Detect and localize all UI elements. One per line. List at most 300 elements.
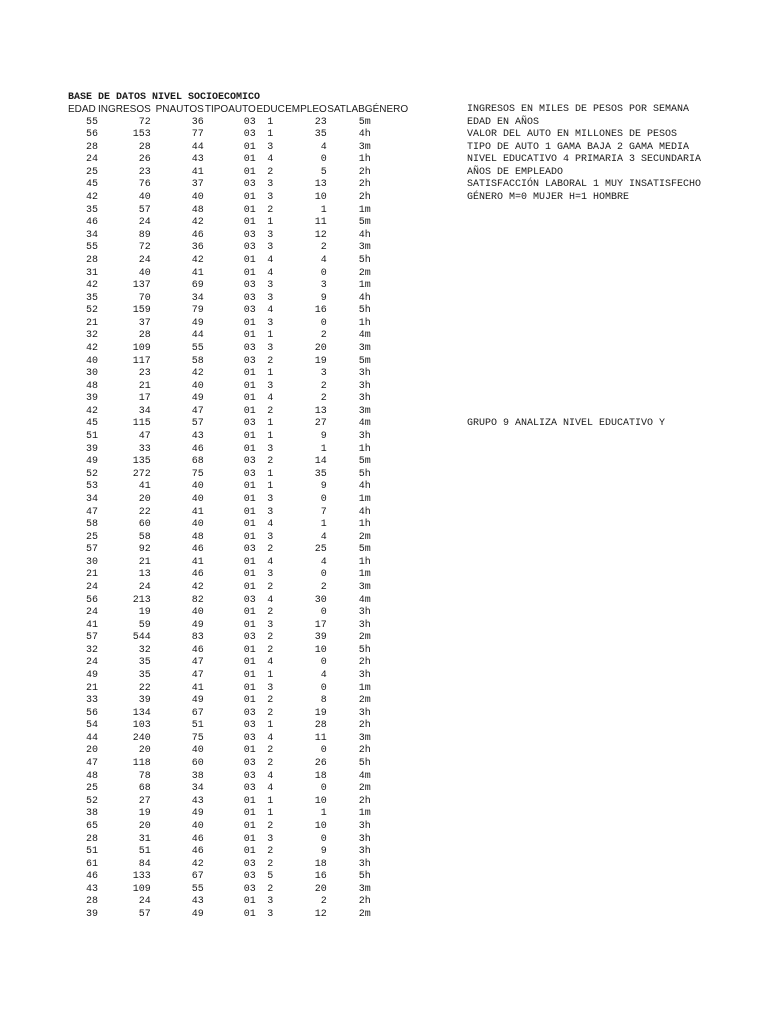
cell-edad[interactable]: 24	[85, 581, 98, 593]
cell-empleo[interactable]: 3	[320, 280, 327, 292]
cell-edad[interactable]: 47	[85, 506, 98, 518]
cell-edad[interactable]: 21	[85, 682, 98, 694]
cell-ingresos[interactable]: 133	[132, 871, 151, 883]
cell-ingresos[interactable]: 31	[138, 833, 151, 845]
cell-edad[interactable]: 55	[85, 116, 98, 128]
cell-satlab[interactable]: 3	[358, 732, 365, 744]
header-genero[interactable]: GÉNERO	[364, 104, 409, 115]
cell-educ[interactable]: 3	[267, 833, 274, 845]
cell-ingresos[interactable]: 135	[132, 456, 151, 468]
cell-edad[interactable]: 51	[85, 431, 98, 443]
cell-empleo[interactable]: 14	[314, 456, 327, 468]
cell-ingresos[interactable]: 24	[138, 254, 151, 266]
cell-satlab[interactable]: 2	[358, 179, 365, 191]
cell-ingresos[interactable]: 41	[138, 481, 151, 493]
cell-tipoauto[interactable]: 03	[243, 292, 256, 304]
cell-educ[interactable]: 2	[267, 695, 274, 707]
cell-satlab[interactable]: 3	[358, 405, 365, 417]
cell-tipoauto[interactable]: 01	[243, 481, 256, 493]
cell-genero[interactable]: h	[364, 846, 371, 858]
cell-genero[interactable]: m	[364, 493, 371, 505]
cell-satlab[interactable]: 2	[358, 657, 365, 669]
cell-educ[interactable]: 3	[267, 909, 274, 920]
cell-educ[interactable]: 3	[267, 619, 274, 631]
cell-edad[interactable]: 52	[85, 305, 98, 317]
cell-satlab[interactable]: 2	[358, 745, 365, 757]
cell-tipoauto[interactable]: 01	[243, 431, 256, 443]
cell-edad[interactable]: 53	[85, 481, 98, 493]
cell-genero[interactable]: h	[364, 317, 371, 329]
cell-tipoauto[interactable]: 01	[243, 166, 256, 178]
cell-genero[interactable]: m	[364, 783, 371, 795]
cell-ingresos[interactable]: 23	[138, 368, 151, 380]
cell-genero[interactable]: m	[364, 569, 371, 581]
cell-pnautos[interactable]: 40	[191, 481, 204, 493]
cell-satlab[interactable]: 5	[358, 355, 365, 367]
cell-genero[interactable]: m	[364, 330, 371, 342]
cell-satlab[interactable]: 5	[358, 456, 365, 468]
cell-pnautos[interactable]: 36	[191, 242, 204, 254]
cell-tipoauto[interactable]: 01	[243, 795, 256, 807]
cell-genero[interactable]: h	[364, 305, 371, 317]
cell-satlab[interactable]: 3	[358, 393, 365, 405]
cell-tipoauto[interactable]: 01	[243, 519, 256, 531]
note-satisfaccion[interactable]: SATISFACCIÓN LABORAL 1 MUY INSATISFECHO	[467, 179, 702, 191]
cell-ingresos[interactable]: 39	[138, 695, 151, 707]
group-note[interactable]: GRUPO 9 ANALIZA NIVEL EDUCATIVO Y	[467, 418, 666, 429]
cell-pnautos[interactable]: 46	[191, 544, 204, 556]
cell-pnautos[interactable]: 41	[191, 556, 204, 568]
cell-satlab[interactable]: 1	[358, 204, 365, 216]
cell-ingresos[interactable]: 33	[138, 443, 151, 455]
cell-tipoauto[interactable]: 01	[243, 493, 256, 505]
cell-genero[interactable]: h	[364, 506, 371, 518]
cell-tipoauto[interactable]: 01	[243, 670, 256, 682]
cell-pnautos[interactable]: 42	[191, 368, 204, 380]
cell-edad[interactable]: 40	[85, 355, 98, 367]
cell-edad[interactable]: 25	[85, 531, 98, 543]
cell-pnautos[interactable]: 42	[191, 581, 204, 593]
cell-ingresos[interactable]: 21	[138, 556, 151, 568]
cell-edad[interactable]: 56	[85, 129, 98, 141]
cell-educ[interactable]: 3	[267, 280, 274, 292]
cell-pnautos[interactable]: 40	[191, 380, 204, 392]
cell-empleo[interactable]: 18	[314, 770, 327, 782]
cell-tipoauto[interactable]: 01	[243, 607, 256, 619]
cell-edad[interactable]: 43	[85, 883, 98, 895]
cell-empleo[interactable]: 16	[314, 305, 327, 317]
cell-tipoauto[interactable]: 01	[243, 909, 256, 920]
cell-ingresos[interactable]: 89	[138, 229, 151, 241]
cell-empleo[interactable]: 9	[320, 481, 327, 493]
cell-satlab[interactable]: 5	[358, 644, 365, 656]
cell-ingresos[interactable]: 84	[138, 858, 151, 870]
cell-satlab[interactable]: 2	[358, 909, 365, 920]
cell-ingresos[interactable]: 27	[138, 795, 151, 807]
cell-edad[interactable]: 57	[85, 632, 98, 644]
cell-tipoauto[interactable]: 01	[243, 531, 256, 543]
cell-educ[interactable]: 3	[267, 242, 274, 254]
cell-pnautos[interactable]: 49	[191, 695, 204, 707]
cell-empleo[interactable]: 13	[314, 179, 327, 191]
cell-educ[interactable]: 2	[267, 846, 274, 858]
cell-empleo[interactable]: 26	[314, 758, 327, 770]
cell-pnautos[interactable]: 38	[191, 770, 204, 782]
cell-educ[interactable]: 1	[267, 795, 274, 807]
cell-satlab[interactable]: 1	[358, 493, 365, 505]
cell-genero[interactable]: h	[364, 670, 371, 682]
cell-ingresos[interactable]: 57	[138, 909, 151, 920]
cell-empleo[interactable]: 2	[320, 242, 327, 254]
cell-genero[interactable]: m	[364, 204, 371, 216]
cell-pnautos[interactable]: 49	[191, 317, 204, 329]
cell-tipoauto[interactable]: 01	[243, 556, 256, 568]
cell-edad[interactable]: 25	[85, 783, 98, 795]
cell-tipoauto[interactable]: 03	[243, 594, 256, 606]
cell-ingresos[interactable]: 92	[138, 544, 151, 556]
cell-educ[interactable]: 2	[267, 820, 274, 832]
cell-satlab[interactable]: 1	[358, 280, 365, 292]
cell-tipoauto[interactable]: 01	[243, 317, 256, 329]
cell-pnautos[interactable]: 41	[191, 267, 204, 279]
cell-ingresos[interactable]: 19	[138, 808, 151, 820]
cell-pnautos[interactable]: 47	[191, 670, 204, 682]
cell-pnautos[interactable]: 47	[191, 657, 204, 669]
cell-satlab[interactable]: 3	[358, 380, 365, 392]
cell-satlab[interactable]: 3	[358, 619, 365, 631]
cell-satlab[interactable]: 3	[358, 833, 365, 845]
header-tipoauto[interactable]: TIPOAUTO	[204, 104, 256, 115]
cell-satlab[interactable]: 3	[358, 368, 365, 380]
cell-ingresos[interactable]: 40	[138, 267, 151, 279]
cell-pnautos[interactable]: 34	[191, 292, 204, 304]
cell-satlab[interactable]: 3	[358, 607, 365, 619]
cell-empleo[interactable]: 0	[320, 154, 327, 166]
cell-educ[interactable]: 4	[267, 154, 274, 166]
cell-satlab[interactable]: 4	[358, 770, 365, 782]
header-ingresos[interactable]: INGRESOS	[98, 104, 151, 115]
cell-educ[interactable]: 4	[267, 556, 274, 568]
cell-genero[interactable]: h	[364, 758, 371, 770]
cell-empleo[interactable]: 2	[320, 581, 327, 593]
cell-educ[interactable]: 3	[267, 493, 274, 505]
cell-tipoauto[interactable]: 01	[243, 619, 256, 631]
cell-empleo[interactable]: 0	[320, 267, 327, 279]
cell-ingresos[interactable]: 60	[138, 519, 151, 531]
header-empleo[interactable]: EMPLEO	[285, 104, 327, 115]
cell-educ[interactable]: 2	[267, 405, 274, 417]
cell-genero[interactable]: m	[364, 342, 371, 354]
cell-tipoauto[interactable]: 01	[243, 405, 256, 417]
cell-educ[interactable]: 2	[267, 204, 274, 216]
cell-ingresos[interactable]: 68	[138, 783, 151, 795]
cell-pnautos[interactable]: 58	[191, 355, 204, 367]
cell-satlab[interactable]: 3	[358, 846, 365, 858]
cell-genero[interactable]: h	[364, 896, 371, 908]
cell-empleo[interactable]: 28	[314, 720, 327, 732]
cell-satlab[interactable]: 3	[358, 858, 365, 870]
cell-genero[interactable]: m	[364, 594, 371, 606]
cell-tipoauto[interactable]: 03	[243, 720, 256, 732]
cell-educ[interactable]: 1	[267, 368, 274, 380]
cell-genero[interactable]: h	[364, 720, 371, 732]
cell-edad[interactable]: 21	[85, 317, 98, 329]
note-edad[interactable]: EDAD EN AÑOS	[467, 116, 540, 128]
cell-tipoauto[interactable]: 01	[243, 896, 256, 908]
cell-educ[interactable]: 4	[267, 519, 274, 531]
cell-edad[interactable]: 33	[85, 695, 98, 707]
cell-empleo[interactable]: 30	[314, 594, 327, 606]
cell-satlab[interactable]: 4	[358, 330, 365, 342]
cell-educ[interactable]: 3	[267, 342, 274, 354]
cell-empleo[interactable]: 19	[314, 707, 327, 719]
cell-genero[interactable]: h	[364, 619, 371, 631]
cell-educ[interactable]: 3	[267, 569, 274, 581]
cell-edad[interactable]: 32	[85, 644, 98, 656]
cell-tipoauto[interactable]: 01	[243, 217, 256, 229]
cell-ingresos[interactable]: 240	[132, 732, 151, 744]
cell-edad[interactable]: 28	[85, 254, 98, 266]
cell-pnautos[interactable]: 75	[191, 468, 204, 480]
cell-genero[interactable]: m	[364, 418, 371, 430]
cell-tipoauto[interactable]: 01	[243, 569, 256, 581]
cell-genero[interactable]: h	[364, 657, 371, 669]
cell-satlab[interactable]: 3	[358, 883, 365, 895]
cell-educ[interactable]: 1	[267, 129, 274, 141]
cell-edad[interactable]: 49	[85, 456, 98, 468]
cell-genero[interactable]: h	[364, 431, 371, 443]
cell-edad[interactable]: 42	[85, 405, 98, 417]
cell-edad[interactable]: 65	[85, 820, 98, 832]
cell-educ[interactable]: 4	[267, 267, 274, 279]
cell-educ[interactable]: 1	[267, 217, 274, 229]
note-nivel-educativo[interactable]: NIVEL EDUCATIVO 4 PRIMARIA 3 SECUNDARIA	[467, 154, 702, 166]
cell-tipoauto[interactable]: 01	[243, 833, 256, 845]
header-educ[interactable]: EDUC	[256, 104, 285, 115]
cell-edad[interactable]: 30	[85, 556, 98, 568]
cell-educ[interactable]: 3	[267, 179, 274, 191]
cell-ingresos[interactable]: 72	[138, 242, 151, 254]
cell-empleo[interactable]: 20	[314, 883, 327, 895]
cell-tipoauto[interactable]: 01	[243, 820, 256, 832]
cell-educ[interactable]: 1	[267, 431, 274, 443]
cell-pnautos[interactable]: 49	[191, 393, 204, 405]
cell-satlab[interactable]: 3	[358, 820, 365, 832]
cell-empleo[interactable]: 11	[314, 732, 327, 744]
cell-satlab[interactable]: 3	[358, 431, 365, 443]
cell-satlab[interactable]: 4	[358, 594, 365, 606]
cell-pnautos[interactable]: 75	[191, 732, 204, 744]
cell-genero[interactable]: m	[364, 682, 371, 694]
cell-genero[interactable]: h	[364, 229, 371, 241]
cell-ingresos[interactable]: 109	[132, 883, 151, 895]
cell-empleo[interactable]: 3	[320, 368, 327, 380]
cell-edad[interactable]: 46	[85, 217, 98, 229]
header-satlab[interactable]: SATLAB	[327, 104, 365, 115]
cell-pnautos[interactable]: 40	[191, 493, 204, 505]
cell-tipoauto[interactable]: 03	[243, 544, 256, 556]
cell-empleo[interactable]: 2	[320, 393, 327, 405]
cell-genero[interactable]: m	[364, 242, 371, 254]
cell-pnautos[interactable]: 43	[191, 431, 204, 443]
cell-edad[interactable]: 51	[85, 846, 98, 858]
cell-edad[interactable]: 30	[85, 368, 98, 380]
cell-ingresos[interactable]: 24	[138, 217, 151, 229]
cell-empleo[interactable]: 10	[314, 820, 327, 832]
cell-pnautos[interactable]: 49	[191, 619, 204, 631]
cell-genero[interactable]: h	[364, 166, 371, 178]
cell-empleo[interactable]: 5	[320, 166, 327, 178]
cell-pnautos[interactable]: 34	[191, 783, 204, 795]
note-empleo[interactable]: AÑOS DE EMPLEADO	[467, 166, 564, 178]
cell-satlab[interactable]: 5	[358, 217, 365, 229]
cell-educ[interactable]: 2	[267, 644, 274, 656]
cell-pnautos[interactable]: 42	[191, 858, 204, 870]
cell-tipoauto[interactable]: 01	[243, 141, 256, 153]
cell-educ[interactable]: 1	[267, 481, 274, 493]
cell-satlab[interactable]: 5	[358, 871, 365, 883]
cell-satlab[interactable]: 1	[358, 443, 365, 455]
cell-educ[interactable]: 1	[267, 670, 274, 682]
cell-edad[interactable]: 52	[85, 795, 98, 807]
cell-empleo[interactable]: 12	[314, 909, 327, 920]
cell-edad[interactable]: 42	[85, 280, 98, 292]
cell-edad[interactable]: 56	[85, 594, 98, 606]
cell-tipoauto[interactable]: 01	[243, 154, 256, 166]
cell-tipoauto[interactable]: 03	[243, 355, 256, 367]
header-edad[interactable]: EDAD	[68, 104, 96, 115]
cell-satlab[interactable]: 4	[358, 418, 365, 430]
cell-educ[interactable]: 3	[267, 192, 274, 204]
cell-ingresos[interactable]: 137	[132, 280, 151, 292]
cell-edad[interactable]: 52	[85, 468, 98, 480]
cell-ingresos[interactable]: 34	[138, 405, 151, 417]
cell-tipoauto[interactable]: 03	[243, 129, 256, 141]
cell-educ[interactable]: 3	[267, 380, 274, 392]
cell-tipoauto[interactable]: 03	[243, 770, 256, 782]
cell-genero[interactable]: m	[364, 909, 371, 920]
cell-genero[interactable]: m	[364, 280, 371, 292]
cell-empleo[interactable]: 7	[320, 506, 327, 518]
cell-empleo[interactable]: 13	[314, 405, 327, 417]
cell-edad[interactable]: 28	[85, 896, 98, 908]
cell-educ[interactable]: 4	[267, 732, 274, 744]
cell-ingresos[interactable]: 23	[138, 166, 151, 178]
cell-ingresos[interactable]: 26	[138, 154, 151, 166]
cell-empleo[interactable]: 18	[314, 858, 327, 870]
cell-genero[interactable]: m	[364, 456, 371, 468]
cell-edad[interactable]: 61	[85, 858, 98, 870]
cell-tipoauto[interactable]: 03	[243, 456, 256, 468]
cell-tipoauto[interactable]: 01	[243, 204, 256, 216]
cell-educ[interactable]: 2	[267, 166, 274, 178]
cell-genero[interactable]: h	[364, 607, 371, 619]
cell-empleo[interactable]: 20	[314, 342, 327, 354]
cell-genero[interactable]: h	[364, 745, 371, 757]
cell-satlab[interactable]: 5	[358, 254, 365, 266]
cell-edad[interactable]: 31	[85, 267, 98, 279]
cell-pnautos[interactable]: 67	[191, 707, 204, 719]
cell-genero[interactable]: m	[364, 808, 371, 820]
cell-pnautos[interactable]: 40	[191, 820, 204, 832]
cell-tipoauto[interactable]: 01	[243, 644, 256, 656]
cell-pnautos[interactable]: 55	[191, 883, 204, 895]
cell-satlab[interactable]: 5	[358, 544, 365, 556]
cell-genero[interactable]: m	[364, 883, 371, 895]
cell-empleo[interactable]: 0	[320, 317, 327, 329]
cell-empleo[interactable]: 0	[320, 783, 327, 795]
cell-satlab[interactable]: 2	[358, 695, 365, 707]
cell-satlab[interactable]: 2	[358, 632, 365, 644]
cell-edad[interactable]: 24	[85, 607, 98, 619]
cell-tipoauto[interactable]: 01	[243, 745, 256, 757]
cell-edad[interactable]: 49	[85, 670, 98, 682]
cell-edad[interactable]: 32	[85, 330, 98, 342]
cell-edad[interactable]: 39	[85, 909, 98, 920]
note-tipo-auto[interactable]: TIPO DE AUTO 1 GAMA BAJA 2 GAMA MEDIA	[467, 141, 690, 153]
cell-satlab[interactable]: 5	[358, 116, 365, 128]
cell-satlab[interactable]: 1	[358, 682, 365, 694]
cell-educ[interactable]: 4	[267, 594, 274, 606]
cell-ingresos[interactable]: 47	[138, 431, 151, 443]
cell-empleo[interactable]: 0	[320, 682, 327, 694]
cell-satlab[interactable]: 2	[358, 267, 365, 279]
cell-ingresos[interactable]: 24	[138, 581, 151, 593]
cell-edad[interactable]: 44	[85, 732, 98, 744]
cell-empleo[interactable]: 35	[314, 468, 327, 480]
cell-tipoauto[interactable]: 01	[243, 330, 256, 342]
cell-genero[interactable]: m	[364, 267, 371, 279]
cell-tipoauto[interactable]: 01	[243, 393, 256, 405]
cell-pnautos[interactable]: 48	[191, 204, 204, 216]
cell-genero[interactable]: h	[364, 292, 371, 304]
cell-edad[interactable]: 35	[85, 204, 98, 216]
cell-genero[interactable]: m	[364, 141, 371, 153]
cell-empleo[interactable]: 10	[314, 192, 327, 204]
cell-satlab[interactable]: 3	[358, 141, 365, 153]
cell-educ[interactable]: 2	[267, 858, 274, 870]
cell-genero[interactable]: h	[364, 368, 371, 380]
cell-empleo[interactable]: 1	[320, 204, 327, 216]
cell-pnautos[interactable]: 40	[191, 607, 204, 619]
cell-educ[interactable]: 1	[267, 116, 274, 128]
cell-edad[interactable]: 42	[85, 342, 98, 354]
cell-pnautos[interactable]: 41	[191, 682, 204, 694]
cell-genero[interactable]: h	[364, 707, 371, 719]
cell-ingresos[interactable]: 78	[138, 770, 151, 782]
cell-educ[interactable]: 2	[267, 883, 274, 895]
cell-educ[interactable]: 2	[267, 456, 274, 468]
cell-satlab[interactable]: 2	[358, 795, 365, 807]
cell-satlab[interactable]: 2	[358, 531, 365, 543]
cell-empleo[interactable]: 9	[320, 431, 327, 443]
cell-pnautos[interactable]: 82	[191, 594, 204, 606]
cell-satlab[interactable]: 1	[358, 154, 365, 166]
cell-genero[interactable]: m	[364, 116, 371, 128]
cell-ingresos[interactable]: 28	[138, 330, 151, 342]
cell-edad[interactable]: 28	[85, 833, 98, 845]
cell-genero[interactable]: m	[364, 217, 371, 229]
cell-edad[interactable]: 58	[85, 519, 98, 531]
cell-educ[interactable]: 4	[267, 254, 274, 266]
cell-empleo[interactable]: 4	[320, 141, 327, 153]
cell-genero[interactable]: h	[364, 393, 371, 405]
cell-educ[interactable]: 5	[267, 871, 274, 883]
cell-genero[interactable]: m	[364, 632, 371, 644]
cell-empleo[interactable]: 1	[320, 443, 327, 455]
cell-educ[interactable]: 3	[267, 292, 274, 304]
cell-empleo[interactable]: 10	[314, 795, 327, 807]
